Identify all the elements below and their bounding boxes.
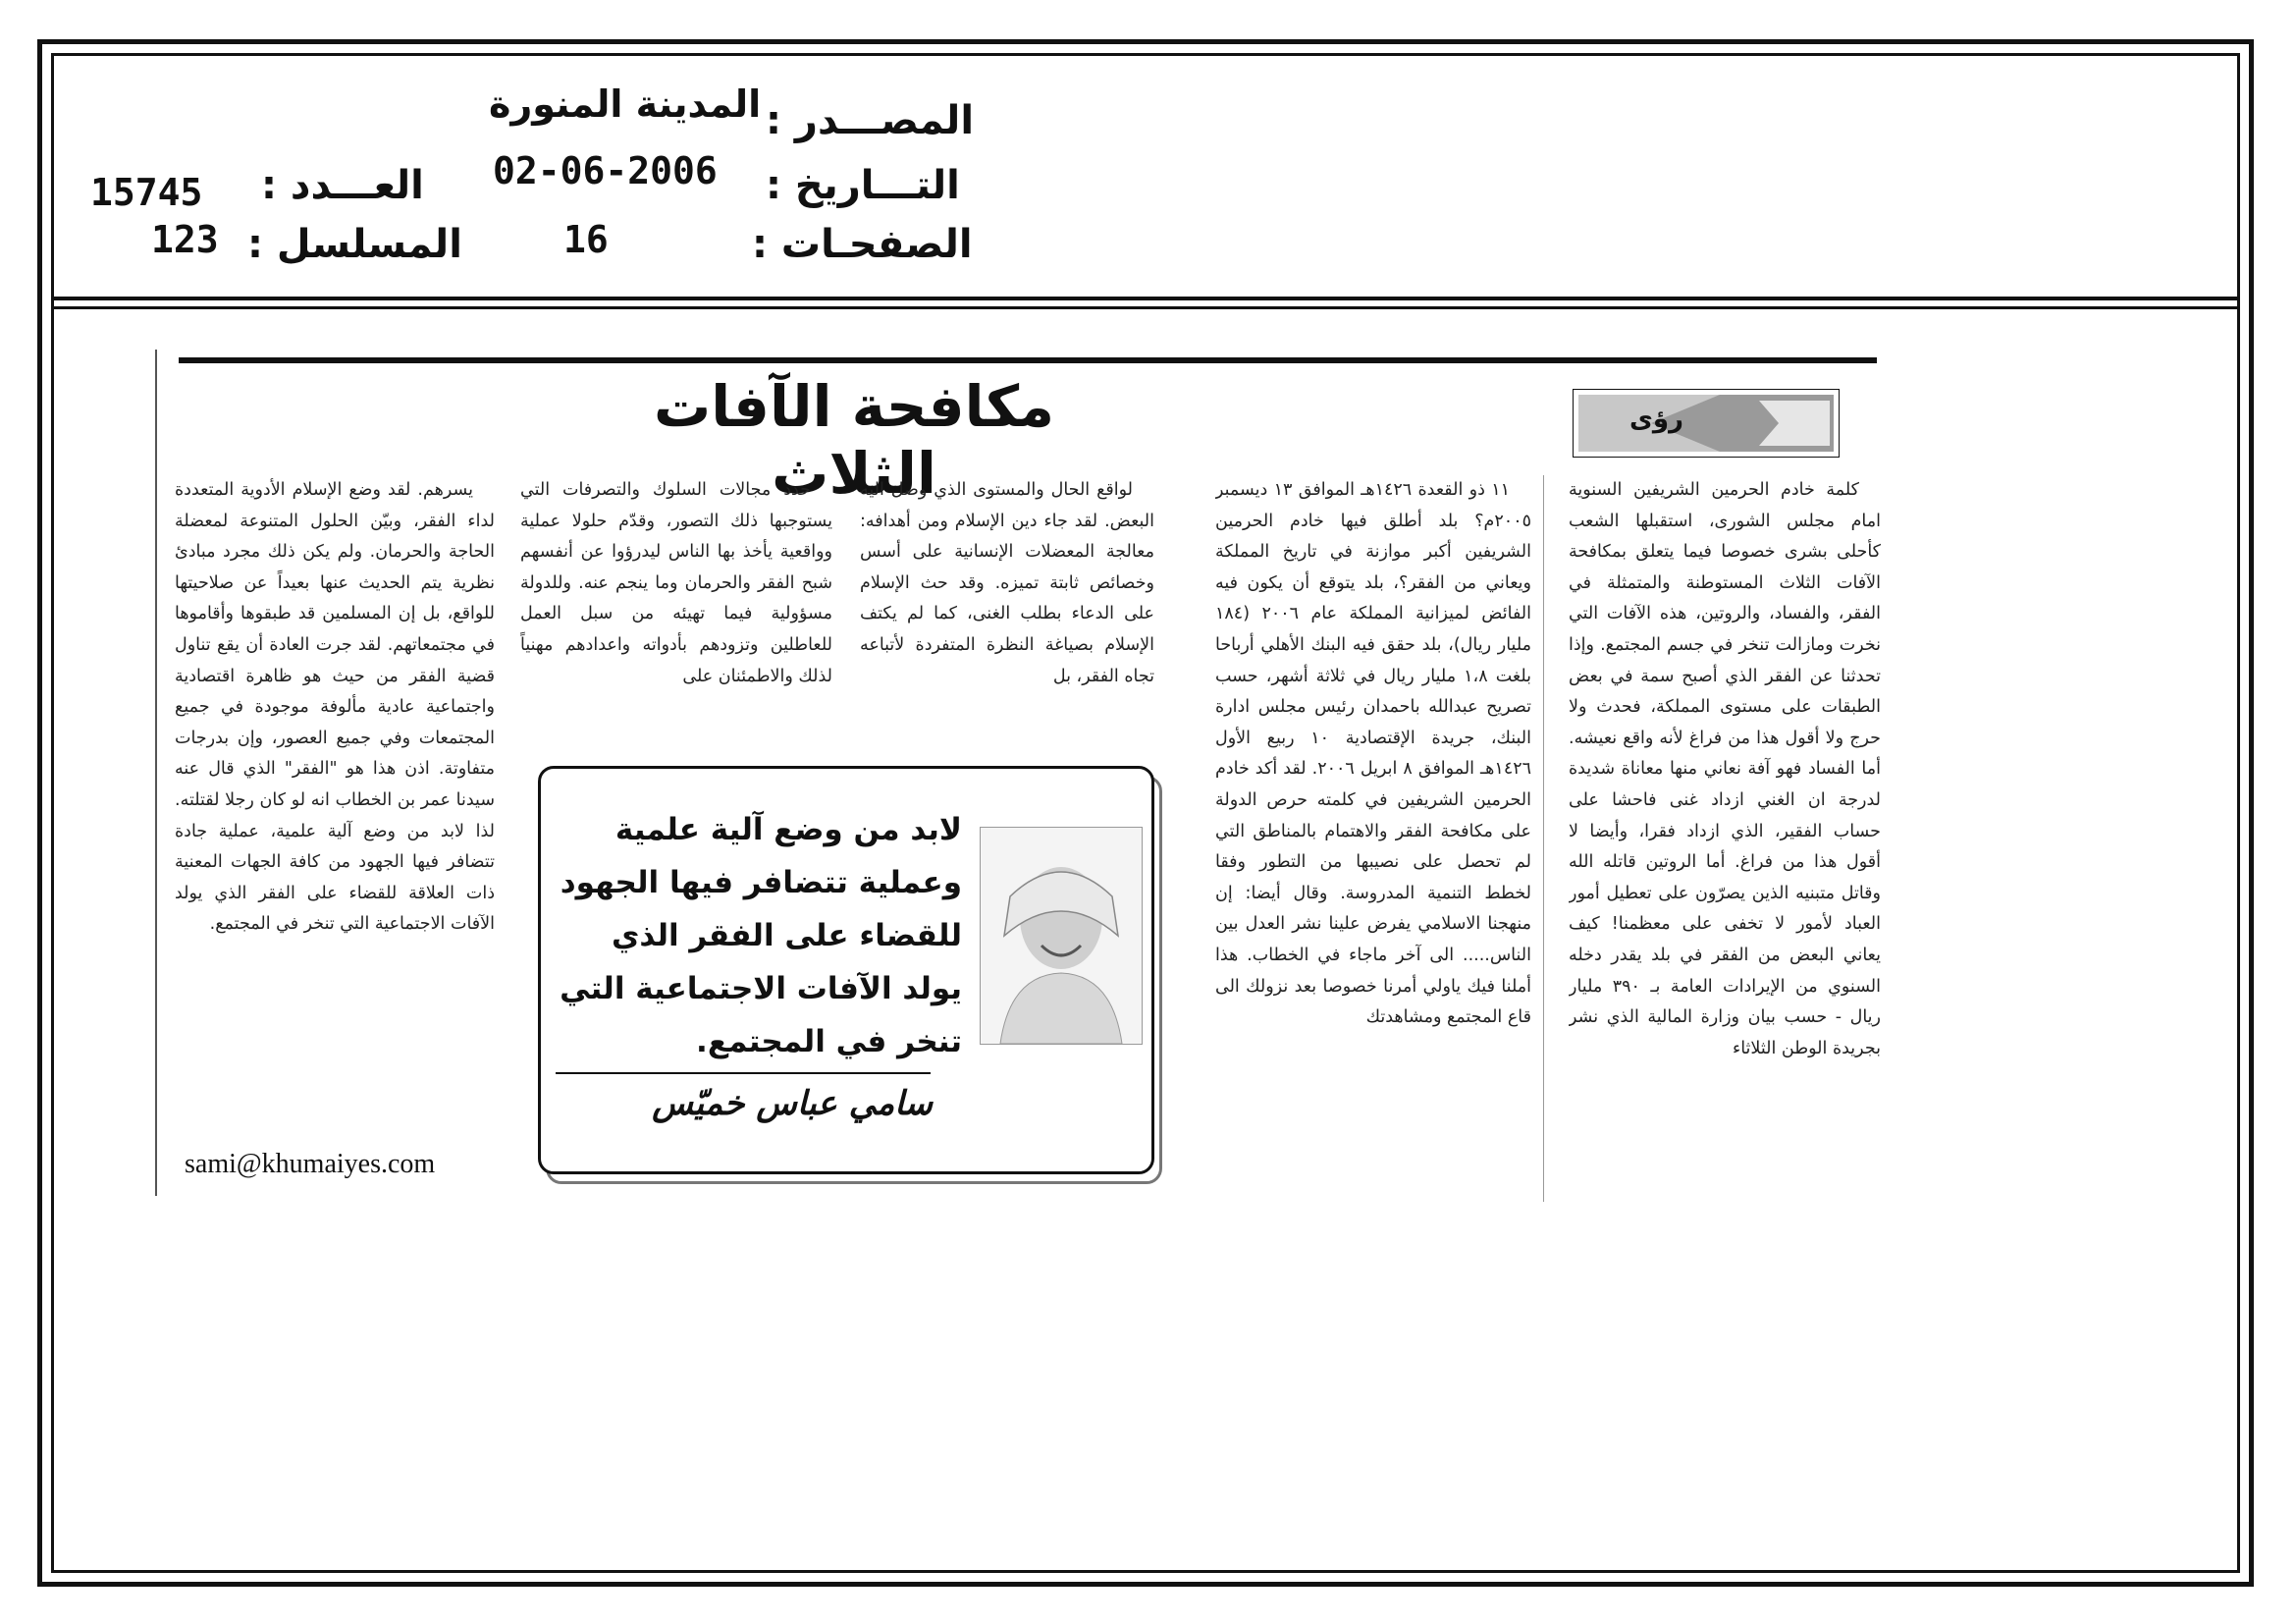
author-photo bbox=[980, 827, 1143, 1045]
author-byline: سامي عباس خميّس bbox=[652, 1084, 933, 1123]
byline-rule bbox=[556, 1072, 931, 1074]
article-column-1 bbox=[1569, 475, 1881, 1202]
column-5-text: يسرهم. لقد وضع الإسلام الأدوية المتعددة لداء الفقر، وبيّن الحلول المتنوعة لمعضلة الحاجة والحرمان. ولم يكن ذلك مجرد مبادئ نظرية يتم الحديث عنها بعيداً عن صلاحيتها للواقع، بل إن المسلمين قد طبقوها وأقاموها في مجتمعاتهم. لقد جرت العادة أن يقع تناول قضية الفقر من حيث هو ظاهرة اقتصادية واجتماعية عادية مألوفة موجودة في جميع المجتمعات وفي جميع العصور، وإن بدرجات متفاوتة. اذن هذا هو "الفقر" الذي قال عنه سيدنا عمر بن الخطاب انه لو كان رجلا لقتلته. لذا لابد من وضع آلية علمية، عملية جادة تتضافر فيها الجهود من كافة الجهات المعنية ذات العلاقة للقضاء على الفقر الذي يولد الآفات الاجتماعية التي تنخر في المجتمع. bbox=[175, 480, 495, 935]
column-4-text: حدد مجالات السلوك والتصرفات التي يستوجبها ذلك التصور، وقدّم حلولا عملية وواقعية يأخذ بها الناس ليدرؤوا عن أنفسهم شبح الفقر والحرمان وما ينجم عنه. وللدولة مسؤولية فيما تهيئه من سبل العمل للعاطلين وتزودهم بأدواته واعدادهم مهنياً لذلك والاطمئنان على bbox=[520, 480, 832, 686]
section-ribbon-label: رؤى bbox=[1629, 405, 1683, 434]
serial-value: 123 bbox=[151, 218, 219, 261]
issue-label: العـــدد : bbox=[261, 163, 424, 208]
source-value: المدينة المنورة bbox=[489, 82, 762, 126]
column-2-text: ١١ ذو القعدة ١٤٢٦هـ الموافق ١٣ ديسمبر ٢٠٠٥م؟ بلد أطلق فيها خادم الحرمين الشريفين أكبر موازنة في تاريخ المملكة ويعاني من الفقر؟، بلد يتوقع أن يكون فيه الفائض لميزانية المملكة عام ٢٠٠٦ (١٨٤ مليار ريال)، بلد حقق فيه البنك الأهلي أرباحا بلغت ١،٨ مليار ريال في ثلاثة أشهر، حسب تصريح عبدالله باحمدان رئيس مجلس ادارة البنك، جريدة الإقتصادية ١٠ ربيع الأول ١٤٢٦هـ الموافق ٨ ابريل ٢٠٠٦. لقد أكد خادم الحرمين الشريفين في كلمته حرص الدولة على مكافحة الفقر والاهتمام بالمناطق التي لم تحصل على نصيبها من التطور وفقا لخطط التنمية المدروسة. وقال أيضا: إن منهجنا الاسلامي يفرض علينا نشر العدل بين الناس..... الى آخر ماجاء في الخطاب. هذا أملنا فيك ياولي أمرنا خصوصا بعد نزولك الى قاع المجتمع ومشاهدتك bbox=[1215, 480, 1531, 1028]
article-top-rule bbox=[179, 357, 1877, 363]
article-column-5 bbox=[175, 475, 495, 1133]
section-ribbon bbox=[1573, 389, 1840, 458]
article-column-2 bbox=[1215, 475, 1531, 1202]
source-label: المصـــدر : bbox=[766, 98, 975, 143]
article-left-rule bbox=[155, 350, 157, 1196]
column-1-text: كلمة خادم الحرمين الشريفين السنوية امام مجلس الشورى، استقبلها الشعب كأحلى بشرى خصوصا فيما يتعلق بمكافحة الآفات الثلاث المستوطنة والمتمثلة في الفقر، والفساد، والروتين، هذه الآفات التي نخرت ومازالت تنخر في جسم المجتمع. وإذا تحدثنا عن الفقر الذي أصبح سمة في بعض الطبقات على مستوى المملكة، فحدث ولا حرج ولا أقول هذا من فراغ لأنه واقع نعيشه. أما الفساد فهو آفة نعاني منها معاناة شديدة لدرجة ان الغني ازداد غنى فاحشا على حساب الفقير، الذي ازداد فقرا، وأيضا لا أقول هذا من فراغ. أما الروتين قاتله الله وقاتل متبنيه الذين يصرّون على تعطيل أمور العباد لأمور لا تخفى على معظمنا! كيف يعاني البعض من الفقر في بلد يقدر دخله السنوي من الإيرادات العامة بـ ٣٩٠ مليار ريال - حسب بيان وزارة المالية الذي نشر بجريدة الوطن الثلاثاء bbox=[1569, 480, 1881, 1058]
column-3-text: لواقع الحال والمستوى الذي وصل اليه البعض. لقد جاء دين الإسلام ومن أهدافه: معالجة المعضلات الإنسانية على أسس وخصائص ثابتة تميزه. وقد حث الإسلام على الدعاء بطلب الغنى، كما لم يكتف الإسلام بصياغة النظرة المتفردة لأتباعه تجاه الفقر، بل bbox=[860, 480, 1154, 686]
date-label: التـــاريخ : bbox=[766, 163, 960, 208]
article-title: مكافحة الآفات الثلاث bbox=[653, 373, 1055, 507]
pages-label: الصفحـات : bbox=[752, 222, 973, 267]
date-value: 02-06-2006 bbox=[493, 149, 718, 192]
author-email: sami@khumaiyes.com bbox=[185, 1149, 436, 1179]
column-divider bbox=[1543, 475, 1544, 1202]
pull-quote-text: لابد من وضع آلية علمية وعملية تتضافر فيها الجهود للقضاء على الفقر الذي يولد الآفات الاجتماعية التي تنخر في المجتمع. bbox=[560, 812, 962, 1059]
serial-label: المسلسل : bbox=[247, 222, 462, 267]
issue-value: 15745 bbox=[90, 171, 203, 214]
article-column-4 bbox=[520, 475, 832, 740]
header-divider bbox=[51, 306, 2240, 309]
article-column-3 bbox=[860, 475, 1154, 740]
pages-value: 16 bbox=[563, 218, 609, 261]
